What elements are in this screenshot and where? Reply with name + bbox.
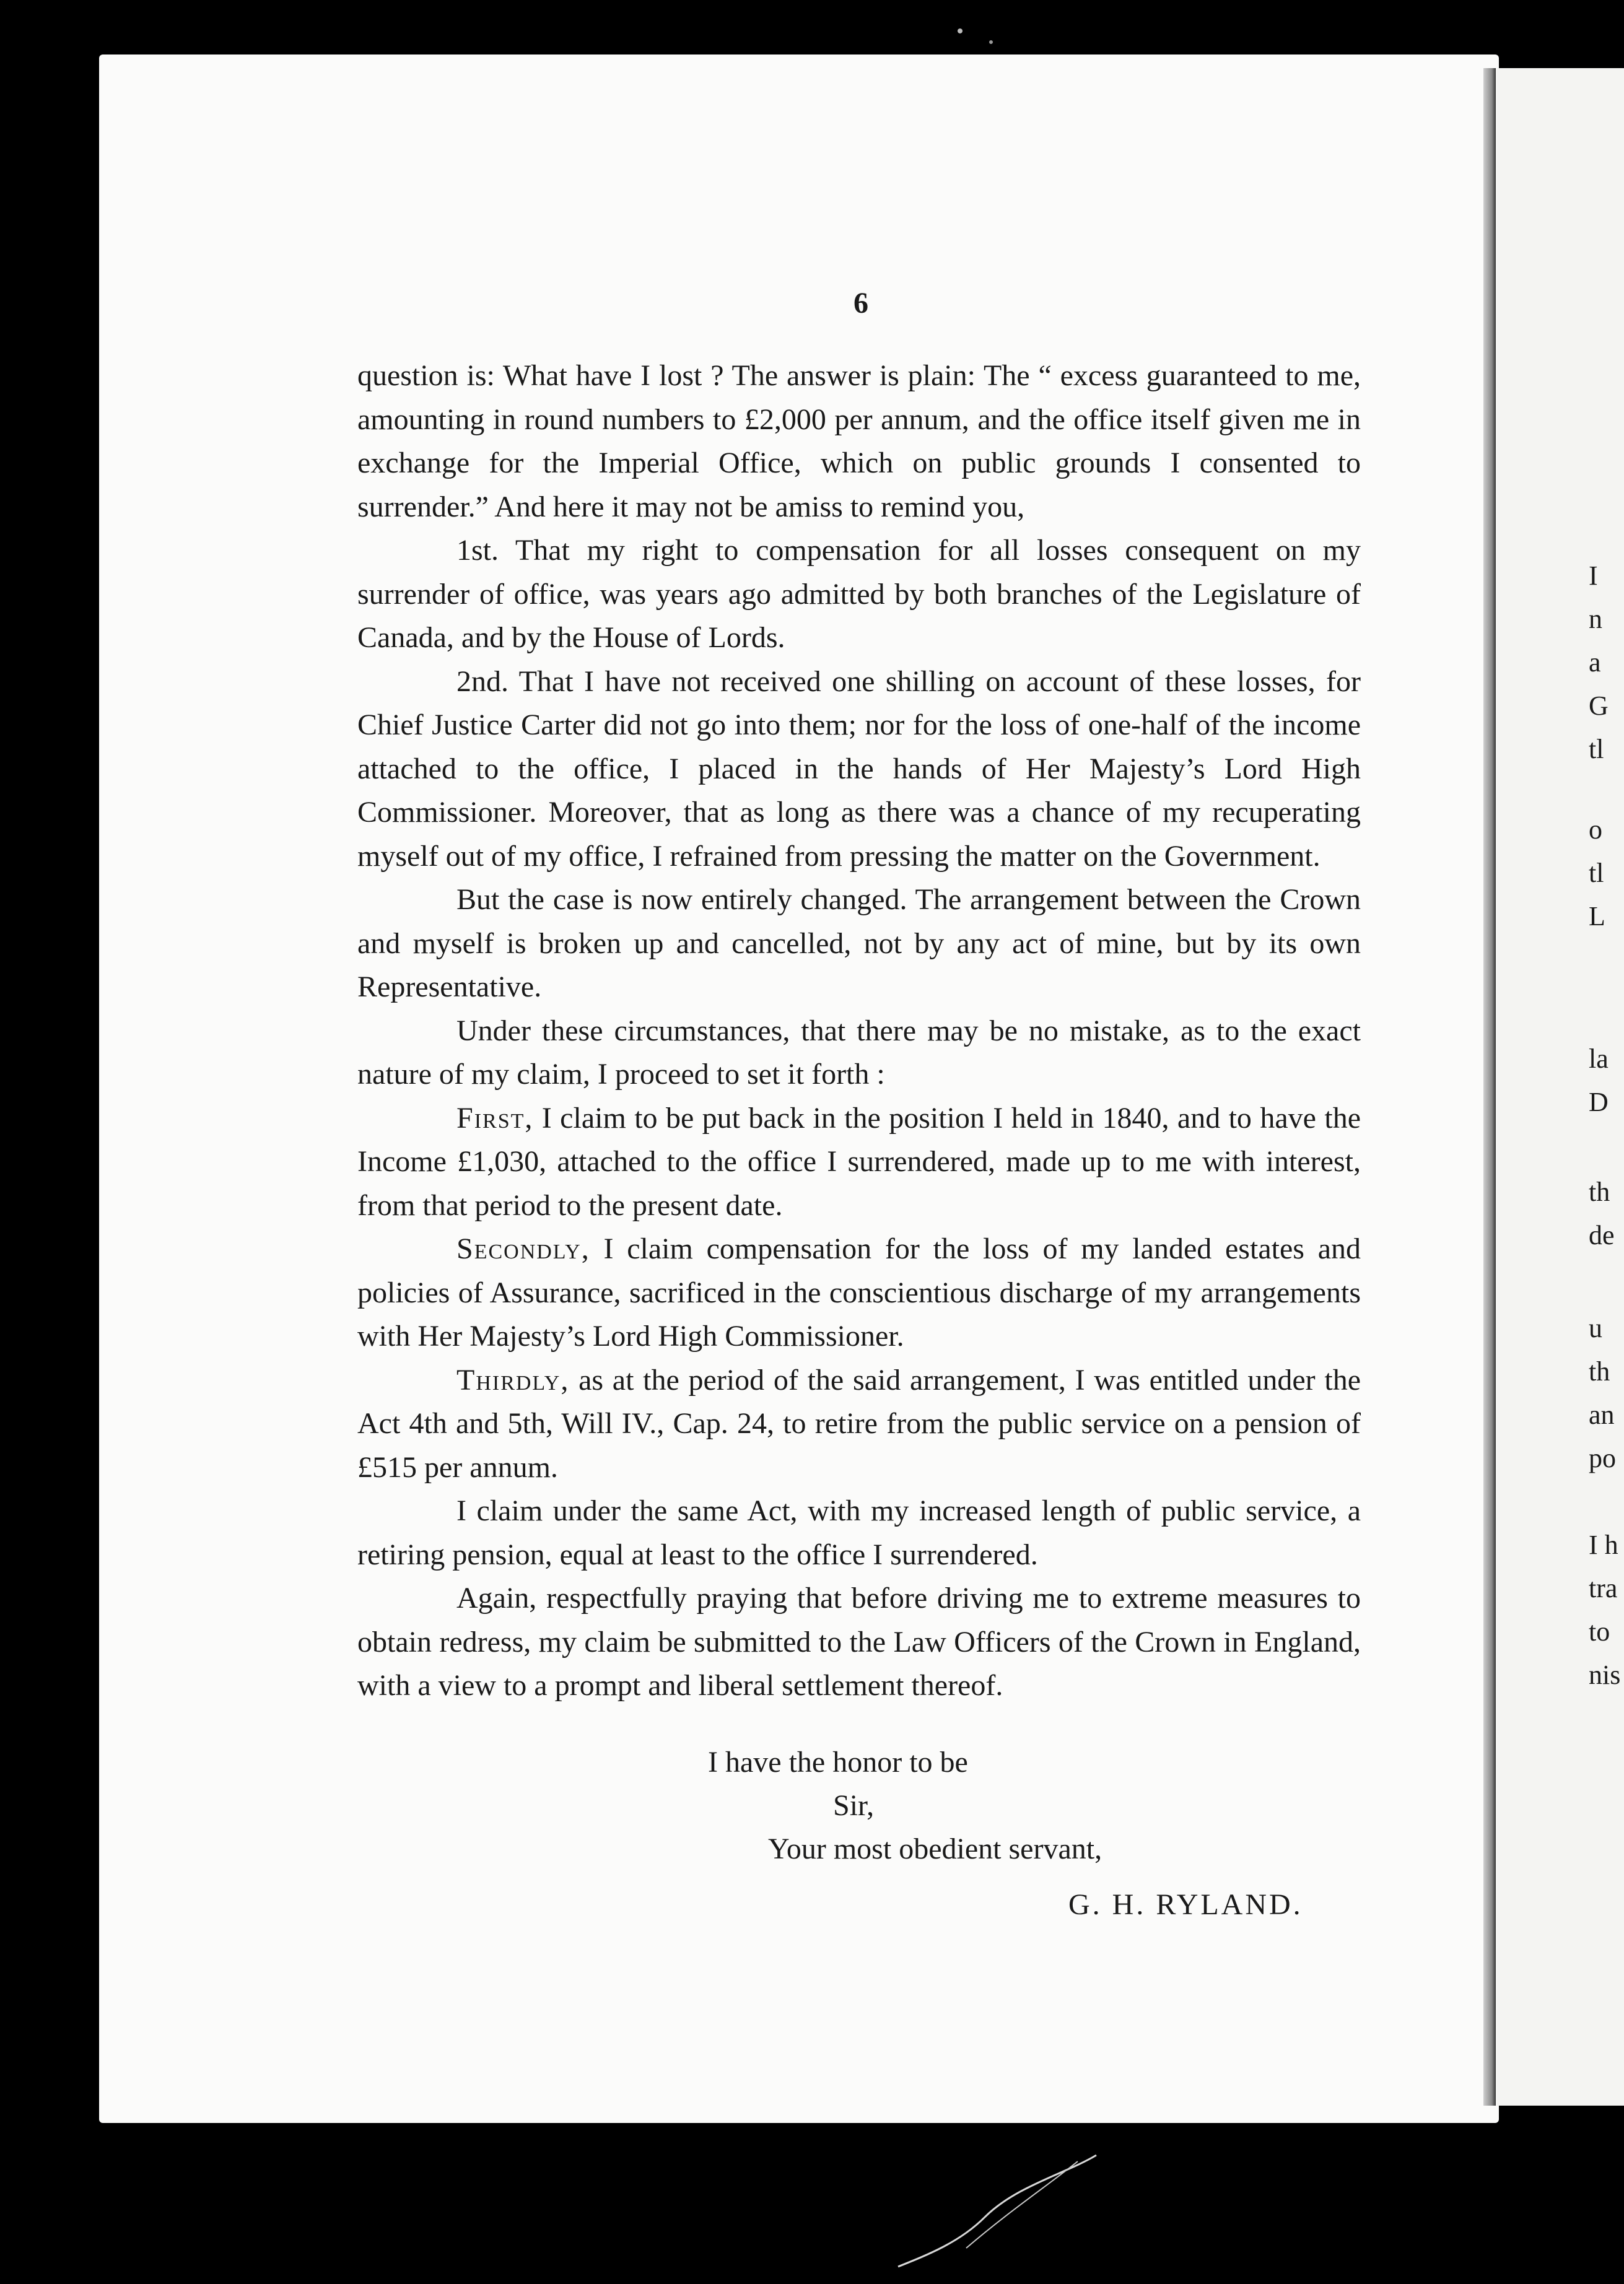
paragraph-first-claim xyxy=(357,1097,1361,1228)
facing-fragment: po xyxy=(1589,1443,1616,1473)
facing-fragment: n xyxy=(1589,604,1602,634)
facing-fragment: th xyxy=(1589,1177,1610,1207)
facing-fragment: tl xyxy=(1589,734,1604,764)
paragraph-second-claim xyxy=(357,1227,1361,1359)
facing-fragment: la xyxy=(1589,1044,1609,1074)
facing-fragment: a xyxy=(1589,647,1601,678)
facing-fragment: tra xyxy=(1589,1573,1618,1603)
paragraph: Again, respectfully praying that before driving me to extreme measures to obtain redress, my claim be submitted to the Law Officers of the Crown in England, with a view to a prompt and liberal settlement thereof. xyxy=(357,1582,1361,1702)
facing-fragment: D xyxy=(1589,1087,1609,1117)
facing-fragment: u xyxy=(1589,1313,1602,1343)
claim-text: I claim to be put back in the position I held in 1840, and to have the Income £1,030, attached to the office I surrendered, made up to me with interest, from that period to the present date. xyxy=(357,1101,1361,1222)
claim-text: I claim compensation for the loss of my landed estates and policies of Assurance, sacrificed in the conscientious discharge of my arrangements with Her Majesty’s Lord High Commissioner. xyxy=(357,1232,1361,1353)
facing-fragment: tl xyxy=(1589,858,1604,888)
body-text xyxy=(357,354,1361,1708)
paragraph: But the case is now entirely changed. The arrangement between the Crown and myself is broken up and cancelled, not by any act of mine, but by its own Representative. xyxy=(357,883,1361,1003)
facing-fragment: to xyxy=(1589,1616,1610,1647)
facing-fragment: I h xyxy=(1589,1530,1618,1560)
facing-fragment: o xyxy=(1589,814,1602,845)
closing-line: Your most obedient servant, xyxy=(768,1833,1102,1865)
paragraph: I claim under the same Act, with my increased length of public service, a retiring pension, equal at least to the office I surrendered. xyxy=(357,1494,1361,1571)
salutation: Sir, xyxy=(833,1789,875,1822)
facing-fragment: an xyxy=(1589,1400,1615,1430)
facing-fragment: de xyxy=(1589,1220,1615,1250)
claim-lead: Secondly, xyxy=(456,1232,590,1265)
facing-fragment: L xyxy=(1589,901,1605,931)
claim-lead: First, xyxy=(456,1101,534,1135)
facing-fragment: I xyxy=(1589,560,1598,591)
signature: G. H. RYLAND. xyxy=(1068,1888,1303,1921)
paragraph: Under these circumstances, that there may be no mistake, as to the exact nature of my claim, I proceed to set it forth : xyxy=(357,1014,1361,1091)
facing-fragment: nis xyxy=(1589,1660,1621,1690)
scan-flecks xyxy=(954,25,1003,50)
claim-lead: Thirdly, xyxy=(456,1363,570,1397)
facing-fragment: G xyxy=(1589,691,1609,721)
paragraph: question is: What have I lost ? The answer is plain: The “ excess guaranteed to me, amounting in round numbers to £2,000 per annum, and the office itself given me in exchange for the Imperial Office, which on public grounds I consented to surrender.” And here it may not be amiss to remind you, xyxy=(357,359,1361,523)
claim-text: as at the period of the said arrangement, I was entitled under the Act 4th and 5th, Will IV., Cap. 24, to retire from the public service on a pension of £515 per annum. xyxy=(357,1363,1361,1484)
paragraph-third-claim xyxy=(357,1359,1361,1490)
paragraph: 2nd. That I have not received one shilling on account of these losses, for Chief Justice Carter did not go into them; nor for the loss of one-half of the income attached to the office, I placed in the hands of Her Majesty’s Lord High Commissioner. Moreover, that as long as there was a chance of my recuperating myself out of my office, I refrained from pressing the matter on the Government. xyxy=(357,665,1361,873)
facing-fragment: th xyxy=(1589,1356,1610,1387)
closing-line: I have the honor to be xyxy=(708,1746,968,1779)
page-number: 6 xyxy=(853,287,868,320)
scan-mark xyxy=(892,2149,1115,2273)
paragraph: 1st. That my right to compensation for all losses consequent on my surrender of office, was years ago admitted by both branches of the Legislature of Canada, and by the House of Lords. xyxy=(357,534,1361,654)
